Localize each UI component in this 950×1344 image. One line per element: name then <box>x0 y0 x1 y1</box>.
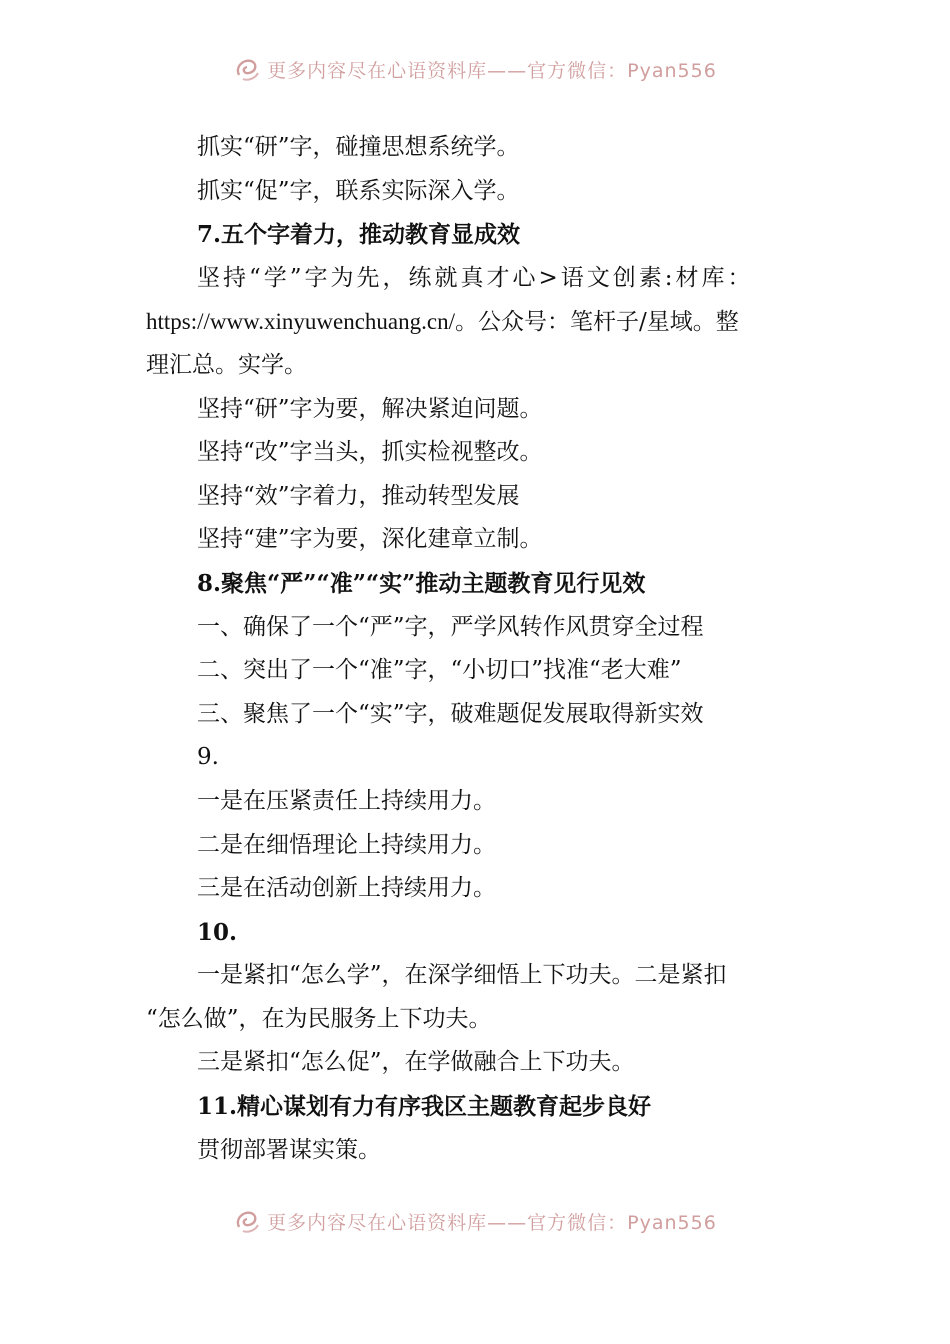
paragraph-line: 二是在细悟理论上持续用力。 <box>197 831 496 858</box>
paragraph-line: 一、确保了一个“严”字，严学风转作风贯穿全过程 <box>197 613 704 640</box>
paragraph-line: 一是在压紧责任上持续用力。 <box>197 787 496 814</box>
document-body <box>146 126 810 1172</box>
swirl-logo-icon <box>233 1207 261 1235</box>
swirl-logo-icon <box>233 55 261 83</box>
paragraph-line: 坚持“学”字为先，练就真才心>语文创素:材库： <box>197 264 754 291</box>
paragraph-line-with-url <box>146 300 810 344</box>
paragraph-line: 抓实“促”字，联系实际深入学。 <box>197 177 520 204</box>
paragraph-line: 坚持“效”字着力，推动转型发展 <box>197 482 520 509</box>
paragraph-line: 抓实“研”字，碰撞思想系统学。 <box>197 134 520 160</box>
section-heading-7: 7.五个字着力，推动教育显成效 <box>197 221 521 249</box>
footer-watermark <box>0 1204 950 1238</box>
website-url: https://www.xinyuwenchuang.cn/ <box>146 309 455 335</box>
section-heading-8: 8.聚焦“严”“准”“实”推动主题教育见行见效 <box>197 569 646 597</box>
paragraph-line: 理汇总。实学。 <box>146 351 307 378</box>
paragraph-line: 三是在活动创新上持续用力。 <box>197 875 496 902</box>
paragraph-line: “怎么做”，在为民服务上下功夫。 <box>146 1005 492 1032</box>
paragraph-line: 坚持“建”字为要，深化建章立制。 <box>197 526 543 553</box>
watermark-text: 更多内容尽在心语资料库——官方微信：Pyan556 <box>267 59 717 82</box>
paragraph-line: 二、突出了一个“准”字，“小切口”找准“老大难” <box>197 657 682 684</box>
paragraph-line: 坚持“改”字当头，抓实检视整改。 <box>197 439 543 466</box>
paragraph-line: 三是紧扣“怎么促”，在学做融合上下功夫。 <box>197 1049 635 1076</box>
section-heading-10: 10. <box>197 918 238 946</box>
watermark-text: 更多内容尽在心语资料库——官方微信：Pyan556 <box>267 1211 717 1234</box>
paragraph-text: 。公众号：笔杆子/星域。整 <box>454 309 739 336</box>
header-watermark <box>0 52 950 86</box>
paragraph-line: 三、聚焦了一个“实”字，破难题促发展取得新实效 <box>197 700 704 727</box>
paragraph-line: 贯彻部署谋实策。 <box>197 1136 381 1163</box>
paragraph-line: 坚持“研”字为要，解决紧迫问题。 <box>197 395 543 422</box>
section-heading-11: 11.精心谋划有力有序我区主题教育起步良好 <box>197 1093 652 1121</box>
section-heading-9: 9. <box>197 744 219 771</box>
paragraph-line: 一是紧扣“怎么学”，在深学细悟上下功夫。二是紧扣 <box>197 962 727 989</box>
